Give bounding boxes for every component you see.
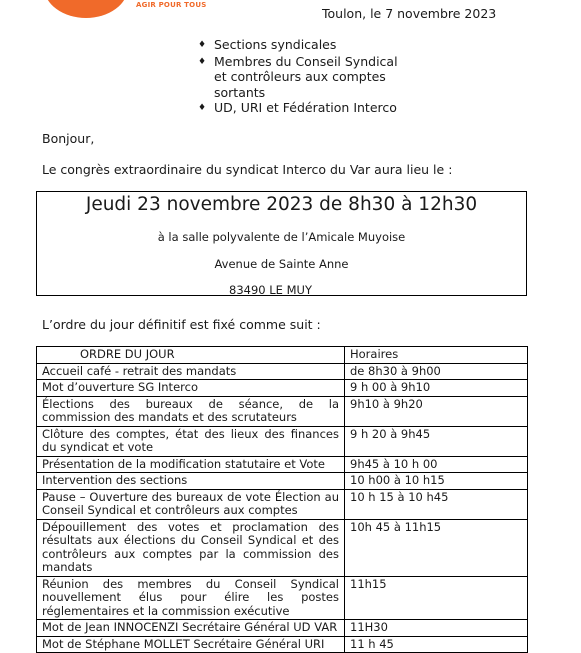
agenda-time: 9h10 à 9h20	[345, 396, 528, 426]
recipient-list	[198, 37, 414, 117]
agenda-item: Présentation de la modification statutaire et Vote	[37, 456, 345, 473]
date-line: Toulon, le 7 novembre 2023	[322, 6, 497, 21]
agenda-header-row	[37, 347, 528, 364]
event-venue: à la salle polyvalente de l’Amicale Muyoise	[157, 230, 406, 244]
agenda-item: Pause – Ouverture des bureaux de vote Élection au Conseil Syndical et contrôleurs aux comptes	[37, 489, 345, 519]
agenda-row	[37, 473, 528, 490]
agenda-row	[37, 396, 528, 426]
event-datetime: Jeudi 23 novembre 2023 de 8h30 à 12h30	[85, 194, 478, 215]
agenda-time: 10 h00 à 10 h15	[345, 473, 528, 490]
agenda-intro: L’ordre du jour définitif est fixé comme suit :	[42, 317, 321, 332]
agenda-item: Élections des bureaux de séance, de la commission des mandats et des scrutateurs	[37, 396, 345, 426]
agenda-row	[37, 489, 528, 519]
agenda-header-item: ORDRE DU JOUR	[37, 347, 345, 364]
agenda-row	[37, 636, 528, 653]
agenda-time: 11 h 45	[345, 636, 528, 653]
agenda-table	[36, 346, 528, 653]
agenda-row	[37, 576, 528, 620]
recipient-item: ♦ UD, URI et Fédération Interco	[198, 100, 397, 115]
agenda-item: Réunion des membres du Conseil Syndical nouvellement élus pour élire les postes réglementaires et la commission exécutive	[37, 576, 345, 620]
agenda-time: 11h15	[345, 576, 528, 620]
recipient-item: ♦ Sections syndicales	[198, 37, 337, 52]
agenda-item: Mot de Stéphane MOLLET Secrétaire Général URI	[37, 636, 345, 653]
agenda-item: Dépouillement des votes et proclamation des résultats aux élections du Conseil Syndical et des contrôleurs aux comptes par la commission des mandats	[37, 519, 345, 576]
logo	[44, 0, 128, 18]
agenda-time: 9 h 20 à 9h45	[345, 426, 528, 456]
agenda-item: Mot d’ouverture SG Interco	[37, 380, 345, 397]
agenda-time: 10 h 15 à 10 h45	[345, 489, 528, 519]
agenda-time: de 8h30 à 9h00	[345, 363, 528, 380]
recipient-item: ♦ Membres du Conseil Syndical et contrôleurs aux comptes sortants	[198, 53, 398, 100]
agenda-item: Intervention des sections	[37, 473, 345, 490]
agenda-item: Clôture des comptes, état des lieux des finances du syndicat et vote	[37, 426, 345, 456]
agenda-time: 9h45 à 10 h 00	[345, 456, 528, 473]
event-box	[36, 191, 527, 296]
agenda-header-time: Horaires	[345, 347, 528, 364]
event-street: Avenue de Sainte Anne	[214, 257, 349, 271]
agenda-row	[37, 620, 528, 637]
agenda-row	[37, 380, 528, 397]
agenda-time: 11H30	[345, 620, 528, 637]
logo-slogan: AGIR POUR TOUS	[136, 1, 207, 9]
diamond-bullet-icon: ♦	[198, 56, 207, 67]
diamond-bullet-icon: ♦	[198, 40, 207, 50]
diamond-bullet-icon: ♦	[198, 103, 207, 113]
agenda-time: 10h 45 à 11h15	[345, 519, 528, 576]
agenda-row	[37, 426, 528, 456]
agenda-item: Accueil café - retrait des mandats	[37, 363, 345, 380]
agenda-item: Mot de Jean INNOCENZI Secrétaire Général UD VAR	[37, 620, 345, 637]
agenda-time: 9 h 00 à 9h10	[345, 380, 528, 397]
agenda-row	[37, 456, 528, 473]
event-city: 83490 LE MUY	[229, 283, 312, 297]
agenda-row	[37, 363, 528, 380]
agenda-row	[37, 519, 528, 576]
intro-paragraph: Le congrès extraordinaire du syndicat Interco du Var aura lieu le :	[42, 162, 453, 177]
greeting: Bonjour,	[42, 131, 95, 146]
